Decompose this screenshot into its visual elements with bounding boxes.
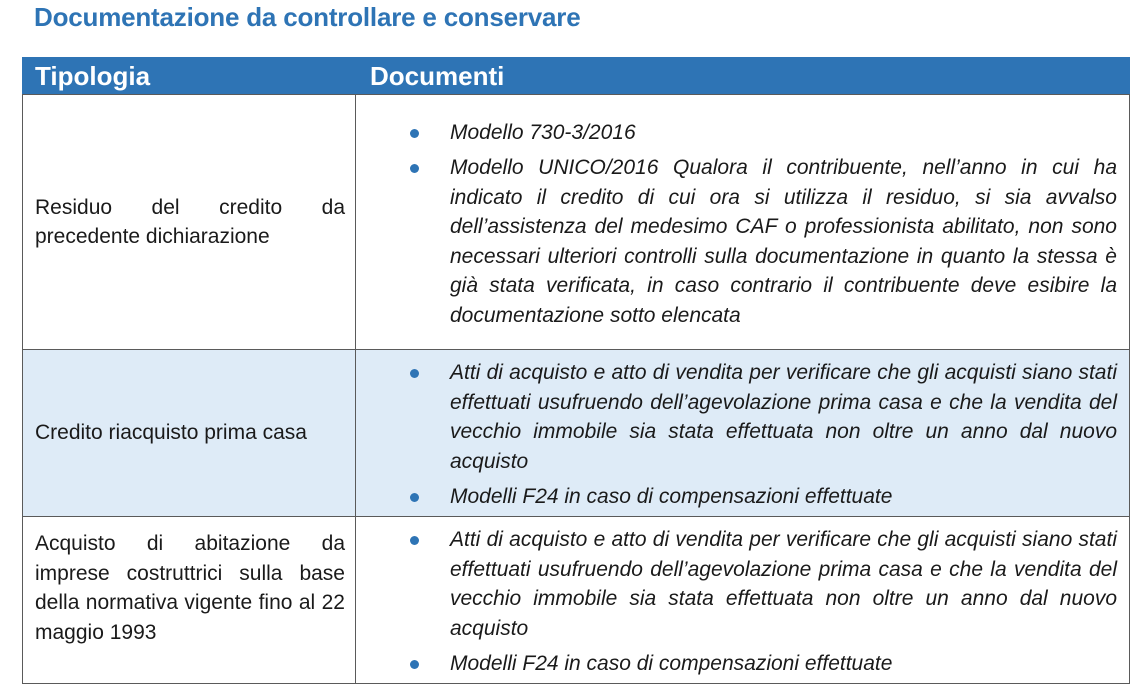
table-header-row xyxy=(23,58,1130,95)
header-tipologia: Tipologia xyxy=(23,58,356,95)
documentation-table xyxy=(22,57,1130,684)
table-row xyxy=(23,517,1130,684)
tipologia-cell: Residuo del credito da precedente dichiarazione xyxy=(23,95,356,350)
document-list xyxy=(356,358,1117,512)
page-title: Documentazione da controllare e conservare xyxy=(34,2,581,32)
tipologia-cell: Credito riacquisto prima casa xyxy=(23,350,356,517)
bullet-dot-icon xyxy=(410,493,419,502)
list-item xyxy=(356,649,1117,679)
document-list xyxy=(356,118,1117,331)
tipologia-cell: Acquisto di abitazione da imprese costruttrici sulla base della normativa vigente fino al 22 maggio 1993 xyxy=(23,517,356,684)
bullet-dot-icon xyxy=(410,129,419,138)
bullet-dot-icon xyxy=(410,164,419,173)
list-item xyxy=(356,358,1117,476)
documenti-cell xyxy=(356,350,1130,517)
document-list xyxy=(356,525,1117,679)
bullet-dot-icon xyxy=(410,369,419,378)
header-documenti: Documenti xyxy=(356,58,1130,95)
documenti-cell xyxy=(356,517,1130,684)
table-row xyxy=(23,350,1130,517)
documenti-cell xyxy=(356,95,1130,350)
document-text: Modello 730-3/2016 xyxy=(450,120,636,144)
document-text: Modelli F24 in caso di compensazioni effettuate xyxy=(450,652,893,676)
bullet-dot-icon xyxy=(410,660,419,669)
bullet-dot-icon xyxy=(410,536,419,545)
list-item xyxy=(356,118,1117,148)
document-text: Atti di acquisto e atto di vendita per verificare che gli acquisti siano stati effettuati usufruendo dell’agevolazione prima casa e che la vendita del vecchio immobile sia stata effettuata non oltre un anno dal nuovo acquisto xyxy=(450,361,1117,473)
document-text: Modello UNICO/2016 Qualora il contribuente, nell’anno in cui ha indicato il credito di cui ora si utilizza il residuo, si sia avvalso dell’assistenza del medesimo CAF o professionista abilitato, non sono necessari ulteriori controlli sulla documentazione in quanto la stessa è già stata verificata, in caso contrario il contribuente deve esibire la documentazione sotto elencata xyxy=(450,156,1117,327)
list-item xyxy=(356,482,1117,512)
list-item xyxy=(356,153,1117,330)
list-item xyxy=(356,525,1117,643)
document-text: Modelli F24 in caso di compensazioni effettuate xyxy=(450,485,893,509)
document-text: Atti di acquisto e atto di vendita per verificare che gli acquisti siano stati effettuati usufruendo dell’agevolazione prima casa e che la vendita del vecchio immobile sia stata effettuata non oltre un anno dal nuovo acquisto xyxy=(450,528,1117,640)
table-row xyxy=(23,95,1130,350)
